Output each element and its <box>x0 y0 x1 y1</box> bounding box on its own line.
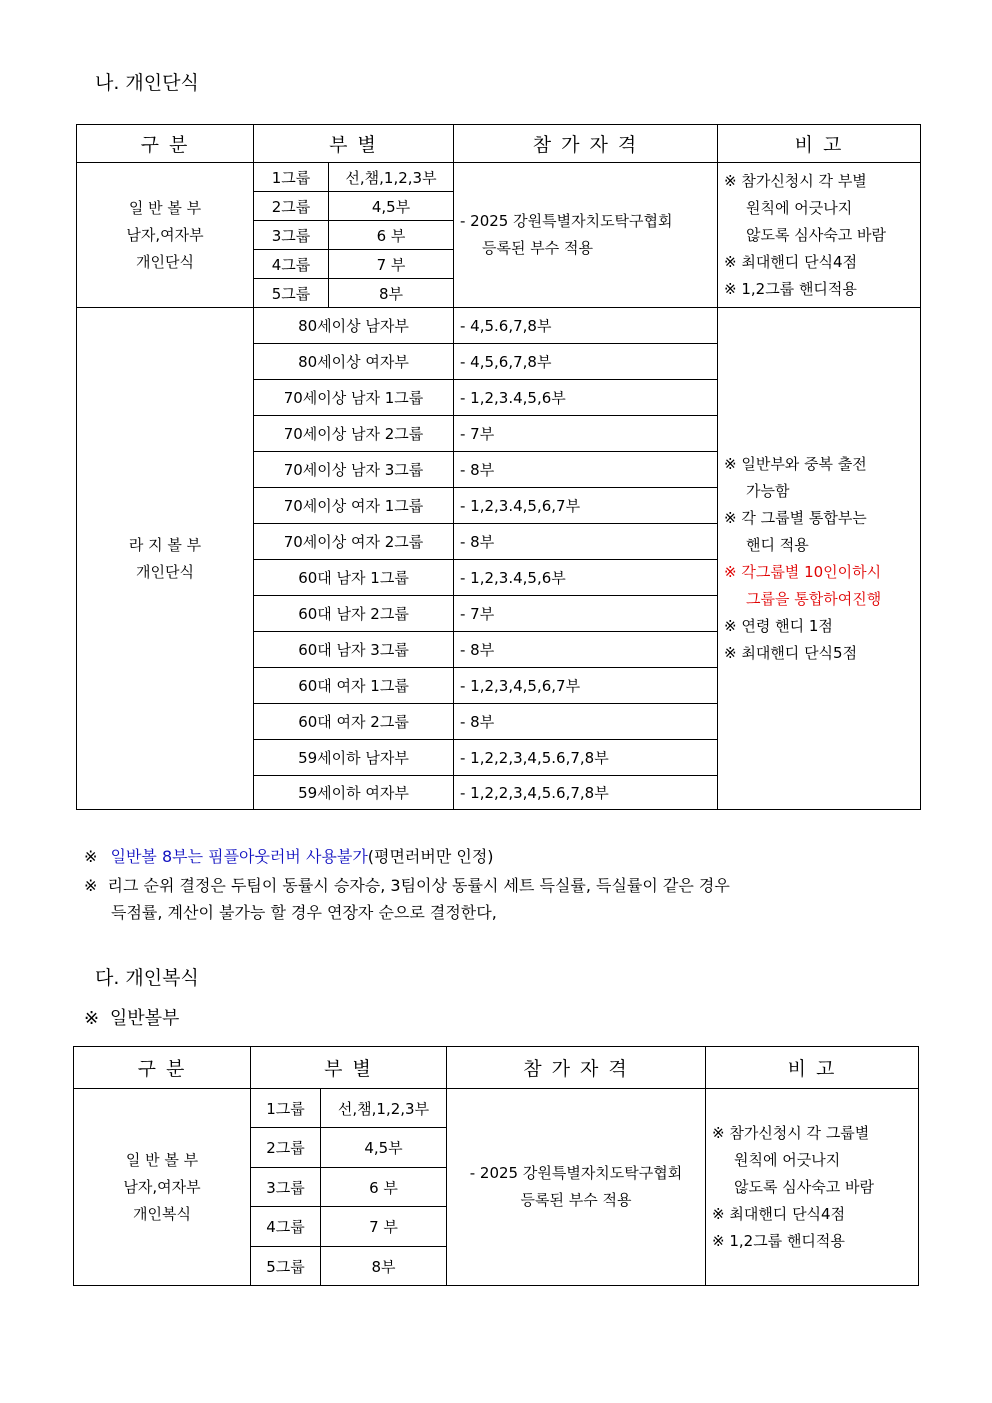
header-gubun: 구 분 <box>77 125 254 163</box>
doubles-subtitle: ※ 일반볼부 <box>84 1008 180 1029</box>
age-division-cell: 70세이상 남자 1그룹 <box>254 380 454 416</box>
division-cell: 6 부 <box>321 1168 447 1207</box>
division-cell: 8부 <box>329 279 454 308</box>
group-cell: 5그룹 <box>251 1247 321 1286</box>
general-singles-remarks: ※ 참가신청시 각 부별 원칙에 어긋나지 않도록 심사숙고 바람 ※ 최대핸디 단식4점 ※ 1,2그룹 핸디적용 <box>718 163 921 308</box>
age-qualification-cell: - 1,2,2,3,4,5.6,7,8부 <box>454 740 718 776</box>
general-singles-label: 일 반 볼 부 남자,여자부 개인단식 <box>77 163 254 308</box>
age-division-cell: 60대 여자 2그룹 <box>254 704 454 740</box>
header-bubyeol: 부 별 <box>251 1047 447 1089</box>
group-cell: 2그룹 <box>251 1128 321 1168</box>
age-qualification-cell: - 7부 <box>454 416 718 452</box>
age-division-cell: 60대 남자 3그룹 <box>254 632 454 668</box>
note-league-ranking: ※ 리그 순위 결정은 두팀이 동률시 승자승, 3팀이상 동률시 세트 득실률, 득실률이 같은 경우 득점률, 계산이 불가능 할 경우 연장자 순으로 결정한다, <box>84 876 730 922</box>
age-division-cell: 60대 여자 1그룹 <box>254 668 454 704</box>
division-cell: 선,챔,1,2,3부 <box>321 1089 447 1128</box>
group-cell: 3그룹 <box>251 1168 321 1207</box>
age-qualification-cell: - 7부 <box>454 596 718 632</box>
large-ball-remarks: ※ 일반부와 중복 출전 가능함 ※ 각 그룹별 통합부는 핸디 적용 ※ 각그룹별 10인이하시 그룹을 통합하여진행 ※ 연령 핸디 1점 ※ 최대핸디 단식5점 <box>718 308 921 810</box>
division-cell: 선,챔,1,2,3부 <box>329 163 454 192</box>
age-division-cell: 59세이하 남자부 <box>254 740 454 776</box>
age-division-cell: 70세이상 남자 2그룹 <box>254 416 454 452</box>
group-cell: 2그룹 <box>254 192 329 221</box>
header-chamga: 참 가 자 격 <box>447 1047 706 1089</box>
age-qualification-cell: - 8부 <box>454 632 718 668</box>
header-gubun: 구 분 <box>74 1047 251 1089</box>
note-pimple-rubber: ※ 일반볼 8부는 핌플아웃러버 사용불가(평면러버만 인정) <box>84 847 494 866</box>
group-cell: 1그룹 <box>251 1089 321 1128</box>
age-qualification-cell: - 4,5,6,7,8부 <box>454 344 718 380</box>
age-division-cell: 60대 남자 1그룹 <box>254 560 454 596</box>
group-cell: 1그룹 <box>254 163 329 192</box>
age-qualification-cell: - 8부 <box>454 524 718 560</box>
age-division-cell: 80세이상 여자부 <box>254 344 454 380</box>
group-cell: 3그룹 <box>254 221 329 250</box>
age-division-cell: 80세이상 남자부 <box>254 308 454 344</box>
age-qualification-cell: - 4,5.6,7,8부 <box>454 308 718 344</box>
age-qualification-cell: - 1,2,3.4,5,6부 <box>454 560 718 596</box>
age-division-cell: 70세이상 남자 3그룹 <box>254 452 454 488</box>
age-division-cell: 59세이하 여자부 <box>254 776 454 810</box>
general-doubles-label: 일 반 볼 부 남자,여자부 개인복식 <box>74 1089 251 1286</box>
age-qualification-cell: - 1,2,3.4,5,6,7부 <box>454 488 718 524</box>
general-singles-qualification: - 2025 강원특별자치도탁구협회 등록된 부수 적용 <box>454 163 718 308</box>
division-cell: 7 부 <box>329 250 454 279</box>
age-qualification-cell: - 8부 <box>454 452 718 488</box>
age-qualification-cell: - 1,2,3,4,5,6,7부 <box>454 668 718 704</box>
header-bubyeol: 부 별 <box>254 125 454 163</box>
division-cell: 7 부 <box>321 1207 447 1247</box>
large-ball-singles-label: 라 지 볼 부 개인단식 <box>77 308 254 810</box>
header-bigo: 비 고 <box>706 1047 919 1089</box>
section-title-singles: 나. 개인단식 <box>95 72 199 94</box>
division-cell: 4,5부 <box>321 1128 447 1168</box>
age-division-cell: 60대 남자 2그룹 <box>254 596 454 632</box>
general-doubles-qualification: - 2025 강원특별자치도탁구협회 등록된 부수 적용 <box>447 1089 706 1286</box>
age-qualification-cell: - 8부 <box>454 704 718 740</box>
division-cell: 4,5부 <box>329 192 454 221</box>
doubles-table <box>73 1046 919 1286</box>
general-doubles-remarks: ※ 참가신청시 각 그룹별 원칙에 어긋나지 않도록 심사숙고 바람 ※ 최대핸디 단식4점 ※ 1,2그룹 핸디적용 <box>706 1089 919 1286</box>
division-cell: 6 부 <box>329 221 454 250</box>
age-qualification-cell: - 1,2,3.4,5,6부 <box>454 380 718 416</box>
age-division-cell: 70세이상 여자 2그룹 <box>254 524 454 560</box>
singles-table <box>76 124 921 810</box>
age-division-cell: 70세이상 여자 1그룹 <box>254 488 454 524</box>
header-chamga: 참 가 자 격 <box>454 125 718 163</box>
group-cell: 4그룹 <box>251 1207 321 1247</box>
section-title-doubles: 다. 개인복식 <box>95 967 199 989</box>
header-bigo: 비 고 <box>718 125 921 163</box>
group-cell: 5그룹 <box>254 279 329 308</box>
age-qualification-cell: - 1,2,2,3,4,5.6,7,8부 <box>454 776 718 810</box>
division-cell: 8부 <box>321 1247 447 1286</box>
group-cell: 4그룹 <box>254 250 329 279</box>
